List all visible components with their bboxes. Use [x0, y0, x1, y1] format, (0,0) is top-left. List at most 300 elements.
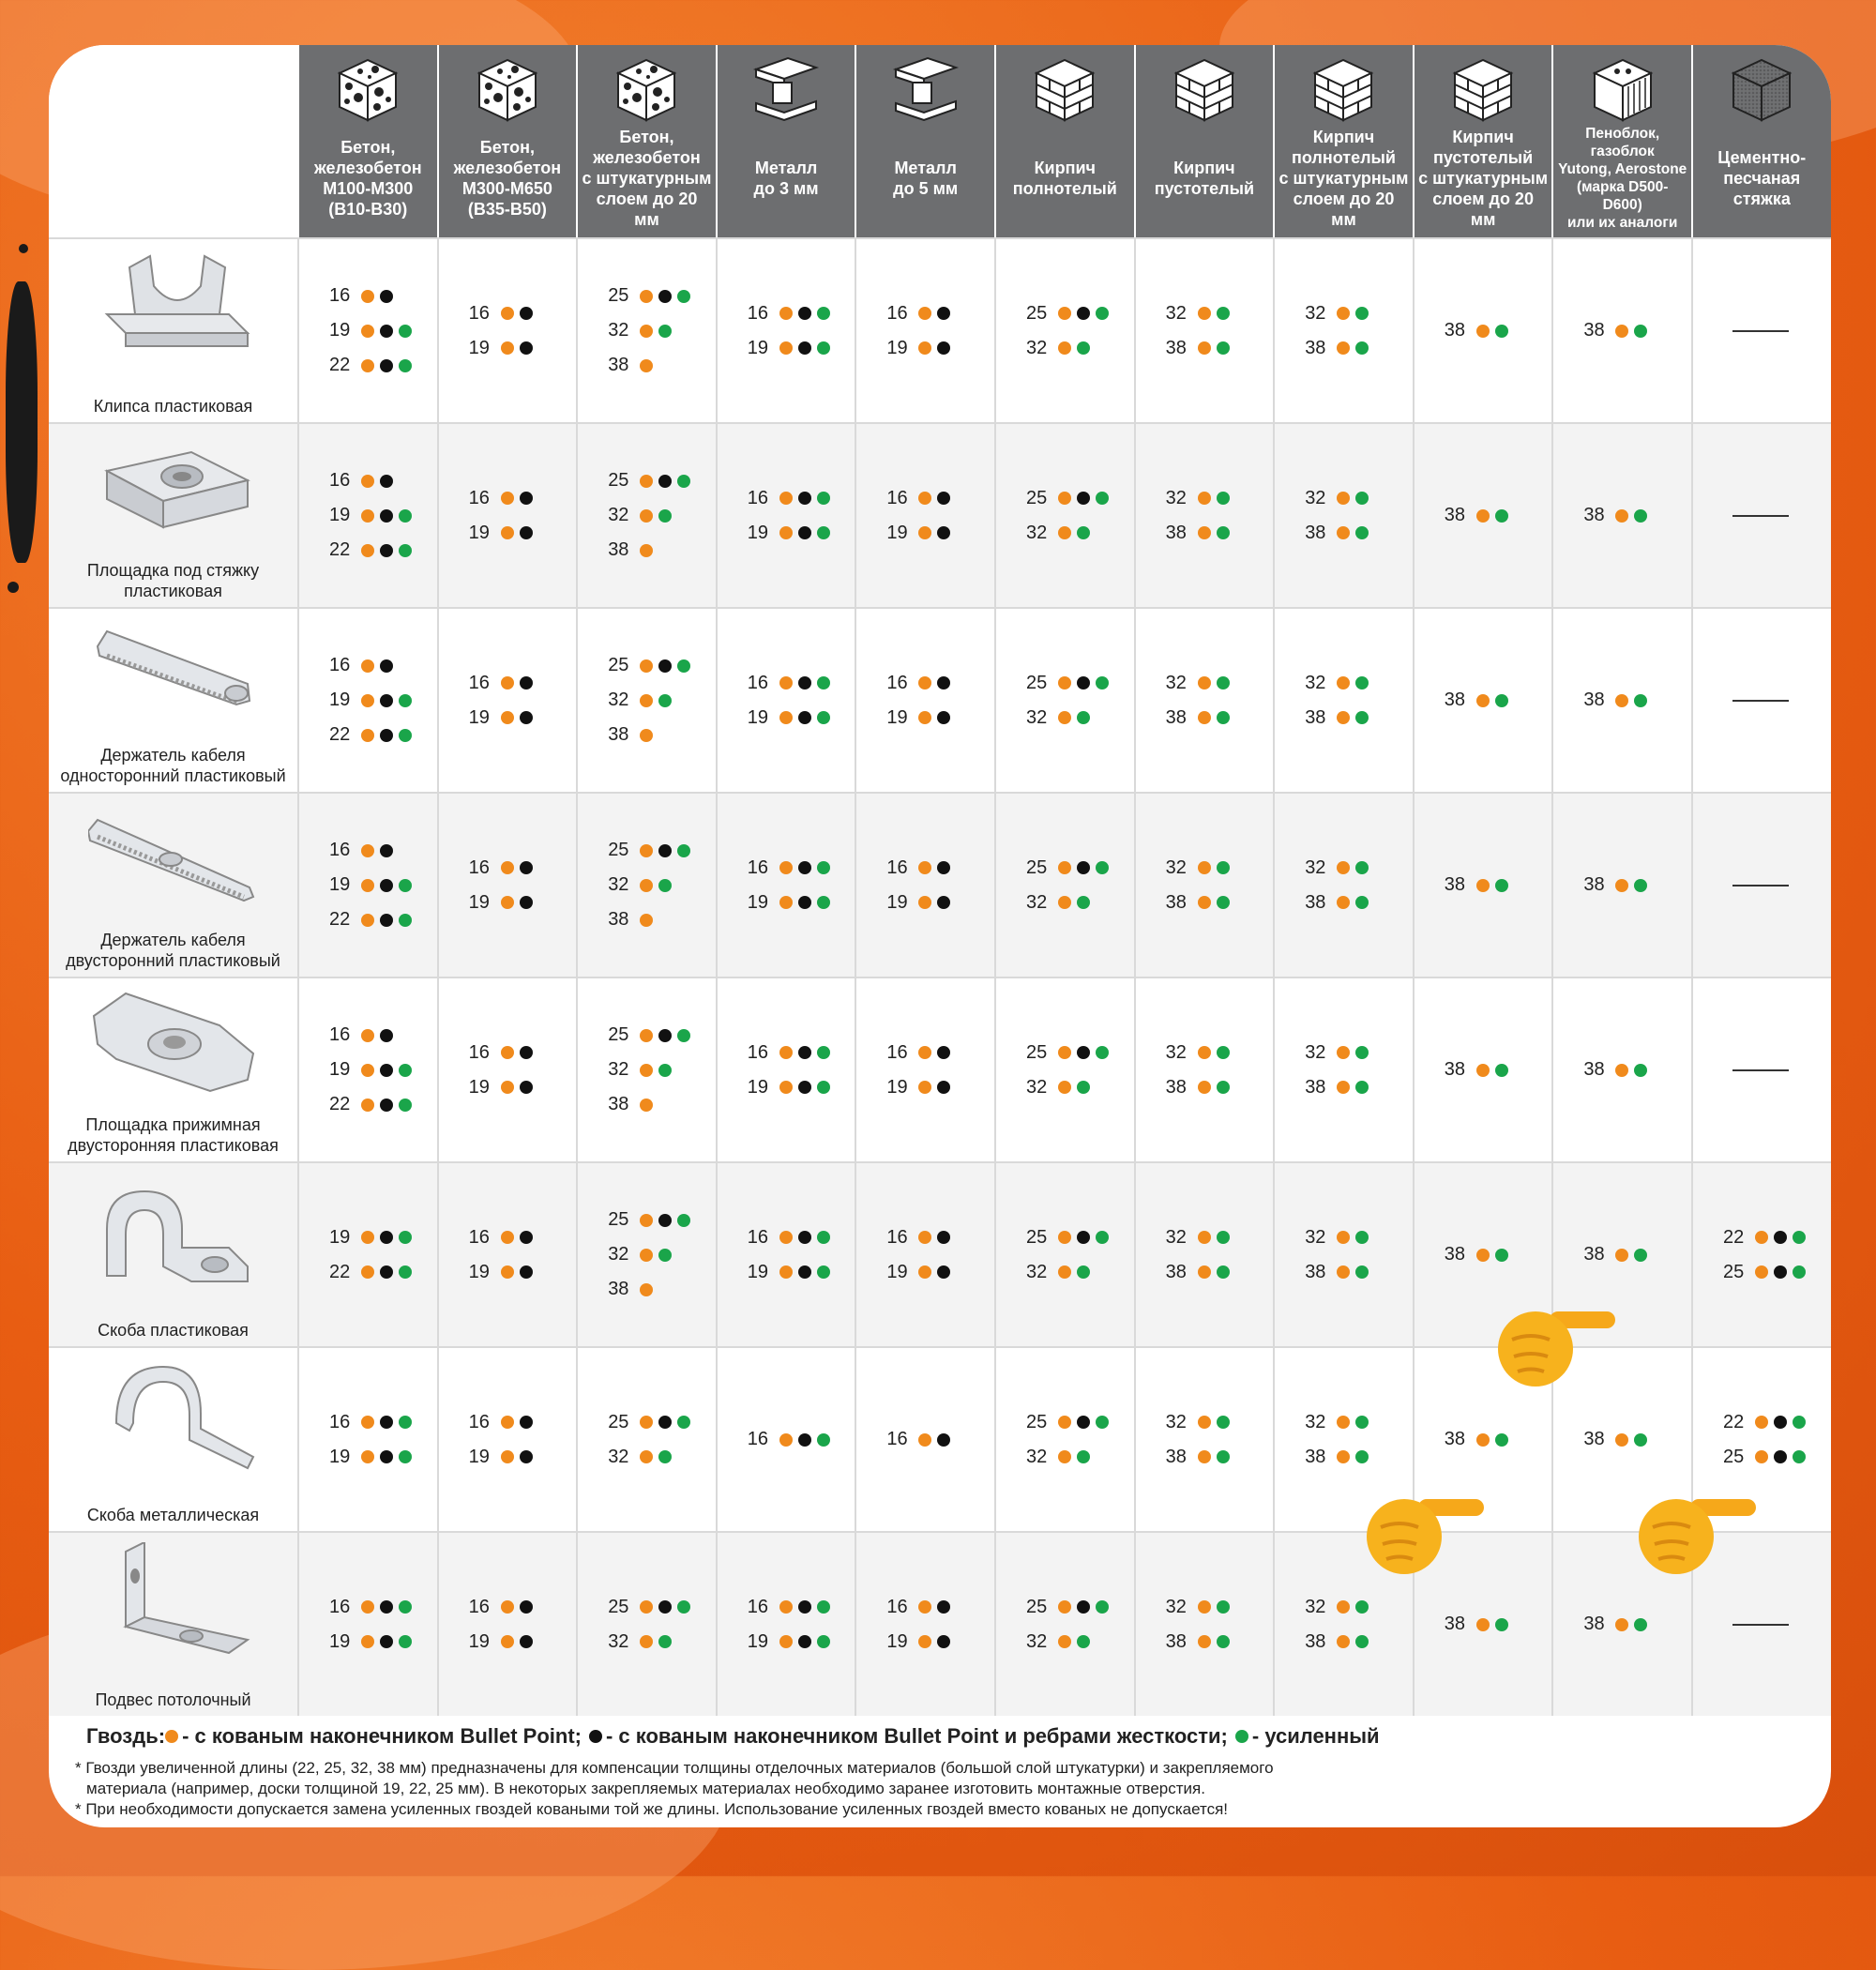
- product-name: Площадка под стяжку пластиковая: [86, 561, 260, 600]
- nail-length: 32: [1026, 1261, 1048, 1282]
- nail-length: 38: [608, 1094, 629, 1114]
- orange-dot-icon: [501, 676, 514, 690]
- not-applicable-dash: [1732, 1069, 1789, 1071]
- orange-dot-icon: [1337, 1635, 1350, 1648]
- table-cell: [716, 239, 855, 422]
- green-dot-icon: [817, 341, 830, 355]
- green-dot-icon: [1217, 711, 1230, 724]
- nail-length: 16: [886, 1596, 908, 1617]
- nail-length-entry: [329, 498, 412, 533]
- header-corner: [49, 45, 297, 237]
- nail-length-entry: [1305, 516, 1369, 551]
- black-dot-icon: [658, 475, 672, 488]
- nail-length-entry: [1305, 481, 1369, 516]
- orange-dot-icon: [501, 307, 514, 320]
- nail-length: 19: [329, 1059, 351, 1080]
- nail-length-entry: [1166, 666, 1230, 701]
- orange-dot-icon: [1337, 861, 1350, 874]
- black-dot-icon: [1077, 1231, 1090, 1244]
- nail-length: 25: [608, 655, 629, 675]
- orange-dot-icon: [361, 1099, 374, 1112]
- nail-length-entry: [1445, 1422, 1508, 1457]
- nail-length: 25: [1026, 302, 1048, 324]
- orange-dot-icon: [1615, 1064, 1628, 1077]
- product-cell: [49, 794, 297, 977]
- green-dot-icon: [658, 509, 672, 523]
- orange-dot-icon: [1058, 1416, 1071, 1429]
- green-dot-icon: [1355, 526, 1369, 539]
- nail-length: 38: [1444, 1244, 1466, 1265]
- not-applicable-dash: [1732, 330, 1789, 332]
- green-dot-icon: [1495, 1433, 1508, 1447]
- nail-length-entry: [748, 1625, 830, 1659]
- nail-length-entry: [469, 516, 533, 551]
- black-dot-icon: [937, 307, 950, 320]
- nail-length: 38: [608, 1279, 629, 1299]
- orange-dot-icon: [1337, 1231, 1350, 1244]
- black-dot-icon: [380, 290, 393, 303]
- nail-length-entry: [1026, 1070, 1090, 1105]
- black-dot-icon: [380, 1600, 393, 1614]
- green-dot-icon: [1355, 1046, 1369, 1059]
- orange-dot-icon: [1476, 509, 1490, 523]
- nail-length: 19: [747, 1630, 769, 1652]
- orange-dot-icon: [640, 1283, 653, 1296]
- nail-length: 19: [886, 337, 908, 358]
- nail-length: 22: [329, 909, 351, 930]
- green-dot-icon: [1096, 307, 1109, 320]
- nail-length-entry: [748, 296, 830, 331]
- green-dot-icon: [1793, 1231, 1806, 1244]
- nail-length-entry: [1026, 1440, 1090, 1475]
- black-dot-icon: [520, 1231, 533, 1244]
- nail-length-entry: [1305, 1405, 1369, 1440]
- orange-dot-icon: [361, 659, 374, 673]
- nail-length: 19: [747, 337, 769, 358]
- black-dot-icon: [380, 1029, 393, 1042]
- table-cell: [437, 239, 577, 422]
- orange-dot-icon: [640, 914, 653, 927]
- column-header: [994, 45, 1134, 237]
- green-dot-icon: [1355, 1265, 1369, 1279]
- nail-length-entry: [608, 463, 690, 498]
- green-dot-icon: [399, 359, 412, 372]
- orange-dot-icon: [361, 359, 374, 372]
- orange-dot-icon: [501, 1046, 514, 1059]
- orange-dot-icon: [361, 544, 374, 557]
- orange-dot-icon: [779, 1433, 793, 1447]
- nail-length: 16: [329, 1596, 351, 1617]
- table-cell: [1413, 424, 1552, 607]
- nail-length: 38: [608, 539, 629, 560]
- green-dot-icon: [1634, 879, 1647, 892]
- green-dot-icon: [399, 1099, 412, 1112]
- nail-length: 16: [329, 1024, 351, 1045]
- nail-length-entry: [608, 1087, 653, 1122]
- green-dot-icon: [817, 1433, 830, 1447]
- nail-length-entry: [1166, 331, 1230, 366]
- green-dot-icon: [399, 879, 412, 892]
- black-dot-icon: [520, 1600, 533, 1614]
- table-cell: [1551, 978, 1691, 1161]
- orange-dot-icon: [361, 509, 374, 523]
- green-dot-icon: [399, 544, 412, 557]
- table-cell: [716, 1533, 855, 1716]
- orange-dot-icon: [1337, 1046, 1350, 1059]
- column-header: [855, 45, 994, 237]
- orange-dot-icon: [1198, 1600, 1211, 1614]
- footnote-3: * При необходимости допускается замена усиленных гвоздей коваными той же длины. Использование усиленных гвоздей вместо кованых не допускается!: [75, 1800, 1229, 1818]
- nail-length: 19: [468, 1630, 490, 1652]
- black-dot-icon: [380, 509, 393, 523]
- orange-dot-icon: [640, 1099, 653, 1112]
- green-dot-icon: [1793, 1450, 1806, 1463]
- foam-block-icon: [1587, 54, 1658, 126]
- green-dot-icon: [1355, 1600, 1369, 1614]
- orange-dot-icon: [1198, 676, 1211, 690]
- nail-length-entry: [886, 701, 950, 735]
- table-cell: [1551, 794, 1691, 977]
- column-header-label: Цементно- песчаная стяжка: [1717, 147, 1807, 208]
- orange-dot-icon: [640, 359, 653, 372]
- orange-dot-icon: [1337, 307, 1350, 320]
- nail-length-entry: [469, 886, 533, 920]
- orange-dot-icon: [779, 1231, 793, 1244]
- orange-dot-icon: [501, 1416, 514, 1429]
- nail-length-entry: [1166, 1036, 1230, 1070]
- legend-orange-text: - с кованым наконечником Bullet Point;: [182, 1724, 582, 1748]
- nail-length: 38: [1583, 690, 1605, 710]
- orange-dot-icon: [640, 844, 653, 857]
- table-cell: [855, 609, 994, 792]
- orange-dot-icon: [1755, 1231, 1768, 1244]
- black-dot-icon: [520, 896, 533, 909]
- green-dot-icon: [1217, 1416, 1230, 1429]
- table-cell: [1134, 239, 1274, 422]
- nail-length-entry: [886, 886, 950, 920]
- nail-length-entry: [329, 1405, 412, 1440]
- orange-dot-icon: [1337, 711, 1350, 724]
- table-cell: [994, 1533, 1134, 1716]
- green-dot-icon: [1355, 711, 1369, 724]
- orange-dot-icon: [361, 475, 374, 488]
- nail-length-entry: [1305, 701, 1369, 735]
- product-name: Площадка прижимная двусторонняя пластиковая: [68, 1115, 279, 1155]
- column-header: [1551, 45, 1691, 237]
- nail-length: 19: [329, 1226, 351, 1248]
- nail-length: 38: [608, 355, 629, 375]
- table-cell: [576, 794, 716, 977]
- table-cell: [1134, 1348, 1274, 1531]
- green-dot-icon: [1096, 1600, 1109, 1614]
- column-header: [437, 45, 577, 237]
- orange-dot-icon: [779, 526, 793, 539]
- nail-length-entry: [748, 1220, 830, 1255]
- nail-length-entry: [469, 1405, 533, 1440]
- orange-dot-icon: [779, 676, 793, 690]
- green-dot-icon: [399, 729, 412, 742]
- orange-dot-icon: [1476, 1433, 1490, 1447]
- nail-length: 25: [1026, 1041, 1048, 1063]
- orange-dot-icon: [1337, 341, 1350, 355]
- green-dot-icon: [677, 1416, 690, 1429]
- nail-length-entry: [886, 666, 950, 701]
- orange-dot-icon: [918, 1081, 931, 1094]
- nail-length: 38: [1583, 1059, 1605, 1080]
- black-dot-icon: [798, 861, 811, 874]
- orange-dot-icon: [501, 526, 514, 539]
- green-dot-icon: [1217, 1635, 1230, 1648]
- table-cell: [1273, 424, 1413, 607]
- orange-dot-icon: [361, 1265, 374, 1279]
- nail-length: 16: [468, 487, 490, 508]
- nail-length: 22: [329, 355, 351, 375]
- porous-concrete-block-icon: [472, 54, 543, 126]
- green-dot-icon: [399, 694, 412, 707]
- nail-length: 25: [608, 1596, 629, 1617]
- nail-length: 38: [1444, 1059, 1466, 1080]
- column-header-label: Пеноблок, газоблок Yutong, Aerostone (марка D500-D600) или их аналоги: [1558, 125, 1687, 231]
- black-dot-icon: [1077, 307, 1090, 320]
- column-header-label: Кирпич полнотелый с штукатурным слоем до 20 мм: [1278, 127, 1409, 229]
- green-dot-icon: [1217, 1046, 1230, 1059]
- orange-dot-icon: [1198, 896, 1211, 909]
- orange-dot-icon: [1615, 694, 1628, 707]
- brick-block-icon: [1308, 54, 1379, 126]
- nail-length-entry: [1305, 666, 1369, 701]
- black-dot-icon: [520, 1416, 533, 1429]
- nail-length: 38: [1444, 1429, 1466, 1449]
- green-dot-icon: [399, 1635, 412, 1648]
- nail-length-entry: [748, 1422, 830, 1457]
- nail-length: 38: [1305, 1630, 1326, 1652]
- orange-dot-icon: [501, 1600, 514, 1614]
- nail-length-entry: [1026, 851, 1109, 886]
- table-cell: [1691, 794, 1831, 977]
- nail-length: 25: [608, 1411, 629, 1432]
- orange-dot-icon: [640, 729, 653, 742]
- nail-length: 38: [1305, 1446, 1326, 1467]
- black-dot-icon: [520, 711, 533, 724]
- nail-length-entry: [329, 902, 412, 937]
- nail-length-entry: [469, 481, 533, 516]
- nail-length: 19: [329, 874, 351, 895]
- nail-length-entry: [329, 868, 412, 902]
- nail-length: 38: [608, 909, 629, 930]
- orange-dot-icon: [165, 1730, 178, 1743]
- orange-dot-icon: [640, 694, 653, 707]
- nail-length: 16: [886, 1226, 908, 1248]
- nail-length-entry: [748, 481, 830, 516]
- nail-length-entry: [748, 886, 830, 920]
- green-dot-icon: [1495, 509, 1508, 523]
- table-cell: [855, 794, 994, 977]
- nail-length-entry: [608, 348, 653, 383]
- nail-length-entry: [608, 1625, 672, 1659]
- pointing-hand-icon: [1493, 1302, 1615, 1396]
- orange-dot-icon: [1337, 526, 1350, 539]
- table-cell: [1273, 978, 1413, 1161]
- porous-concrete-block-icon: [332, 54, 403, 126]
- green-dot-icon: [817, 1600, 830, 1614]
- orange-dot-icon: [1337, 1265, 1350, 1279]
- black-dot-icon: [520, 1265, 533, 1279]
- green-dot-icon: [1355, 1416, 1369, 1429]
- black-dot-icon: [380, 729, 393, 742]
- nail-length-entry: [329, 313, 412, 348]
- nail-length-entry: [329, 1440, 412, 1475]
- steel-beam-icon: [890, 54, 961, 126]
- nail-length-entry: [1583, 1053, 1647, 1087]
- nail-length-entry: [1026, 1255, 1090, 1290]
- table-cell: [576, 239, 716, 422]
- nail-length-entry: [1583, 498, 1647, 533]
- nail-length: 16: [329, 470, 351, 491]
- green-dot-icon: [677, 475, 690, 488]
- black-dot-icon: [380, 544, 393, 557]
- paint-splatter: [6, 281, 38, 563]
- black-dot-icon: [520, 676, 533, 690]
- green-dot-icon: [1355, 1081, 1369, 1094]
- black-dot-icon: [937, 1081, 950, 1094]
- orange-dot-icon: [1058, 1081, 1071, 1094]
- orange-dot-icon: [361, 1416, 374, 1429]
- orange-dot-icon: [1337, 676, 1350, 690]
- nail-length: 16: [468, 856, 490, 878]
- nail-length-entry: [1026, 886, 1090, 920]
- nail-length-entry: [329, 348, 412, 383]
- black-dot-icon: [520, 526, 533, 539]
- orange-dot-icon: [918, 1265, 931, 1279]
- nail-length-entry: [1166, 481, 1230, 516]
- nail-length: 32: [1305, 1226, 1326, 1248]
- nail-length-entry: [1166, 1070, 1230, 1105]
- nail-length-entry: [329, 1625, 412, 1659]
- nail-length: 19: [747, 891, 769, 913]
- green-dot-icon: [1355, 896, 1369, 909]
- orange-dot-icon: [779, 711, 793, 724]
- table-cell: [1273, 1163, 1413, 1346]
- nail-length: 16: [886, 1041, 908, 1063]
- table-cell: [1134, 424, 1274, 607]
- nail-length-entry: [1305, 1590, 1369, 1625]
- orange-dot-icon: [918, 861, 931, 874]
- black-dot-icon: [380, 659, 393, 673]
- table-cell: [855, 424, 994, 607]
- black-dot-icon: [1077, 1600, 1090, 1614]
- column-header: [297, 45, 437, 237]
- orange-dot-icon: [1337, 1081, 1350, 1094]
- product-cell: [49, 1348, 297, 1531]
- black-dot-icon: [1077, 1046, 1090, 1059]
- brick-block-icon: [1169, 54, 1240, 126]
- green-dot-icon: [1495, 1249, 1508, 1262]
- table-cell: [855, 978, 994, 1161]
- orange-dot-icon: [1198, 1046, 1211, 1059]
- black-dot-icon: [380, 1416, 393, 1429]
- black-dot-icon: [937, 1046, 950, 1059]
- nail-length: 32: [608, 505, 629, 525]
- nail-length: 38: [1165, 337, 1187, 358]
- nail-length: 19: [468, 337, 490, 358]
- orange-dot-icon: [1755, 1450, 1768, 1463]
- green-dot-icon: [817, 1635, 830, 1648]
- orange-dot-icon: [779, 1635, 793, 1648]
- black-dot-icon: [798, 307, 811, 320]
- orange-dot-icon: [640, 1635, 653, 1648]
- nail-length: 19: [886, 1076, 908, 1098]
- orange-dot-icon: [1337, 492, 1350, 505]
- nail-length-entry: [748, 1036, 830, 1070]
- table-row: [49, 792, 1831, 977]
- nail-length-entry: [886, 851, 950, 886]
- table-cell: [576, 424, 716, 607]
- black-dot-icon: [1774, 1231, 1787, 1244]
- table-cell: [437, 794, 577, 977]
- column-header: [1273, 45, 1413, 237]
- green-dot-icon: [1793, 1416, 1806, 1429]
- nail-length: 16: [468, 1411, 490, 1432]
- table-cell: [855, 239, 994, 422]
- orange-dot-icon: [501, 1265, 514, 1279]
- nail-length: 22: [1723, 1411, 1745, 1432]
- black-dot-icon: [380, 1450, 393, 1463]
- green-dot-icon: [658, 1249, 672, 1262]
- green-dot-icon: [1077, 1450, 1090, 1463]
- orange-dot-icon: [361, 729, 374, 742]
- nail-length-entry: [1166, 886, 1230, 920]
- nail-length: 38: [1444, 874, 1466, 895]
- orange-dot-icon: [779, 1046, 793, 1059]
- black-dot-icon: [589, 1730, 602, 1743]
- black-dot-icon: [798, 896, 811, 909]
- table-cell: [297, 1533, 437, 1716]
- table-cell: [855, 1533, 994, 1716]
- orange-dot-icon: [1476, 1618, 1490, 1631]
- nail-length: 19: [886, 1261, 908, 1282]
- nail-length-entry: [1583, 683, 1647, 718]
- green-dot-icon: [1634, 694, 1647, 707]
- nail-length-entry: [1026, 1220, 1109, 1255]
- black-dot-icon: [1774, 1450, 1787, 1463]
- orange-dot-icon: [1337, 1450, 1350, 1463]
- orange-dot-icon: [1198, 711, 1211, 724]
- green-dot-icon: [658, 1450, 672, 1463]
- nail-length: 38: [1165, 1446, 1187, 1467]
- nail-length: 38: [1165, 1630, 1187, 1652]
- nail-length: 16: [468, 1041, 490, 1063]
- nail-length-entry: [1026, 481, 1109, 516]
- black-dot-icon: [1077, 676, 1090, 690]
- nail-length: 32: [1026, 1076, 1048, 1098]
- orange-dot-icon: [779, 307, 793, 320]
- green-dot-icon: [1355, 1450, 1369, 1463]
- nail-length: 38: [1305, 1076, 1326, 1098]
- column-header-label: Металл до 5 мм: [893, 158, 959, 198]
- orange-dot-icon: [640, 475, 653, 488]
- nail-length-entry: [469, 331, 533, 366]
- product-cell: [49, 1533, 297, 1716]
- nail-length-entry: [1026, 666, 1109, 701]
- black-dot-icon: [798, 1635, 811, 1648]
- nail-length-entry: [1723, 1440, 1806, 1475]
- green-dot-icon: [399, 1450, 412, 1463]
- black-dot-icon: [937, 1600, 950, 1614]
- nail-length-entry: [886, 1422, 950, 1457]
- black-dot-icon: [798, 341, 811, 355]
- orange-dot-icon: [1198, 341, 1211, 355]
- nail-length: 25: [608, 285, 629, 306]
